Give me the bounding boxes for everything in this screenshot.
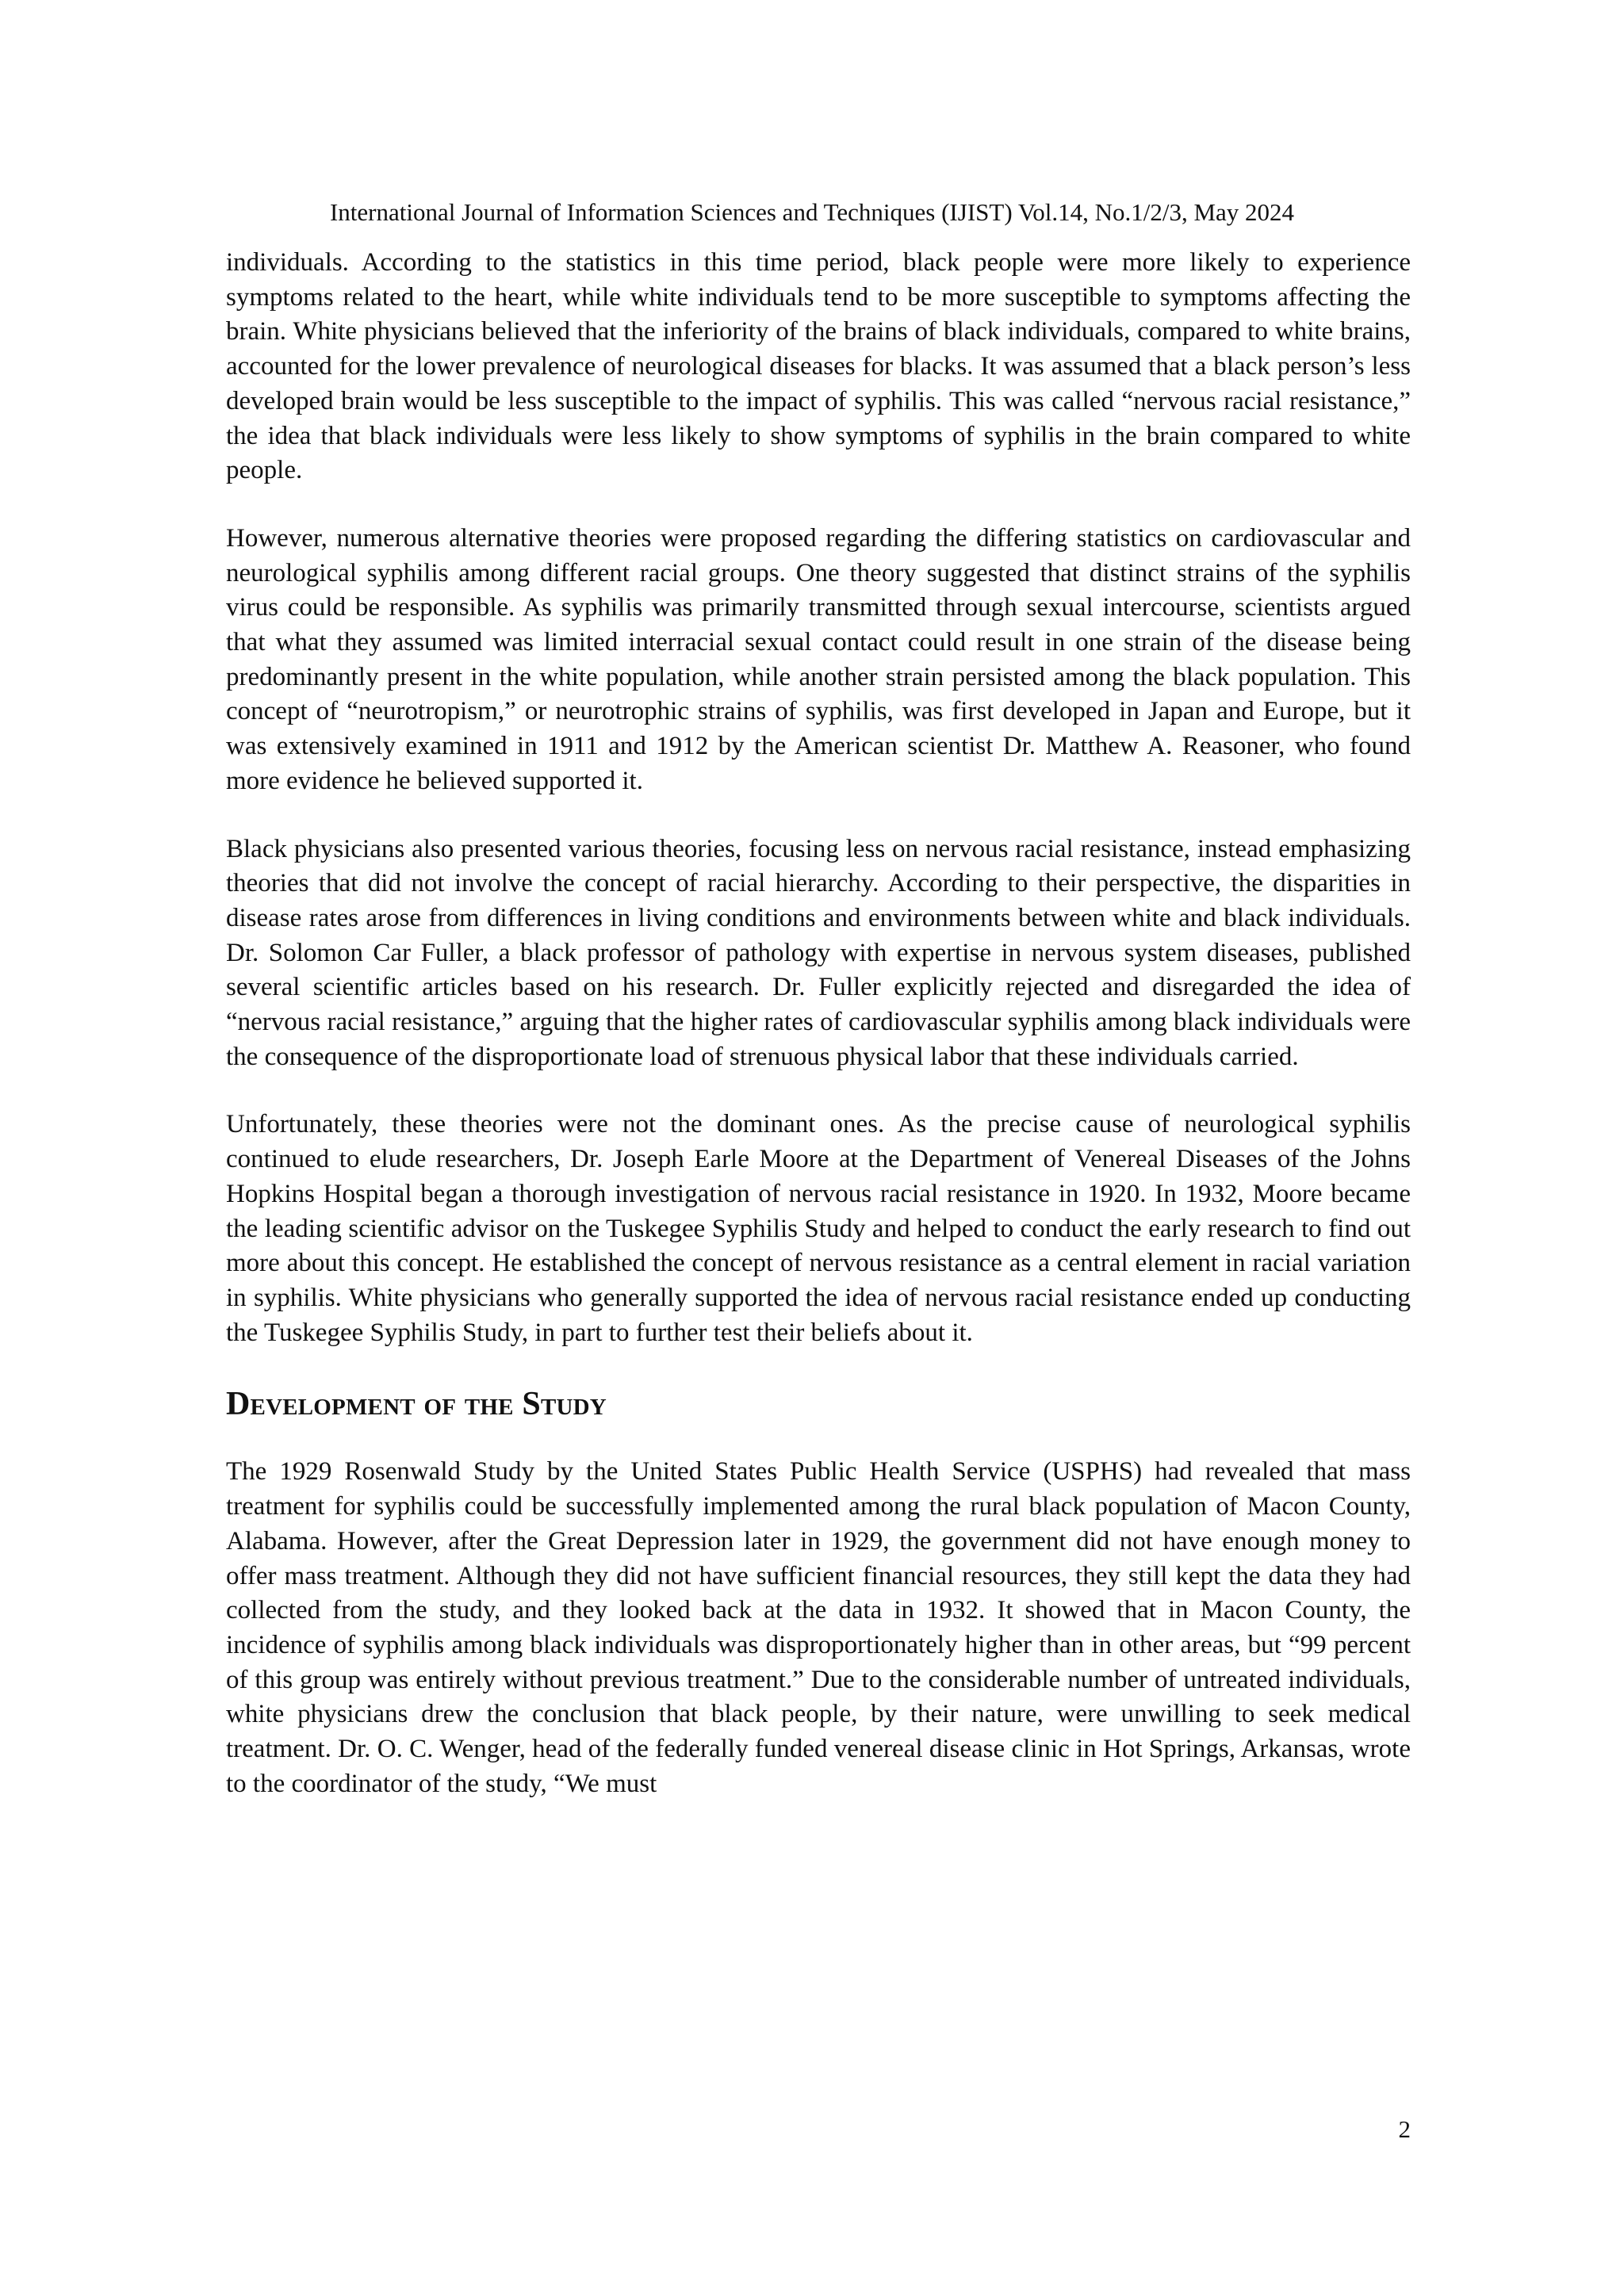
- paragraph-alternative-theories: However, numerous alternative theories were proposed regarding the differing statistics on cardiovascular and neurological syphilis among different racial groups. One theory suggested that distinct strains of the syphilis virus could be responsible. As syphilis was primarily transmitted through sexual intercourse, scientists argued that what they assumed was limited interracial sexual contact could result in one strain of the disease being predominantly present in the white population, while another strain persisted among the black population. This concept of “neurotropism,” or neurotrophic strains of syphilis, was first developed in Japan and Europe, but it was extensively examined in 1911 and 1912 by the American scientist Dr. Matthew A. Reasoner, who found more evidence he believed supported it.: [226, 523, 1411, 795]
- paragraph-moore-investigation: Unfortunately, these theories were not the dominant ones. As the precise cause of neurological syphilis continued to elude researchers, Dr. Joseph Earle Moore at the Department of Venereal Diseases of the Johns Hopkins Hospital began a thorough investigation of nervous racial resistance in 1920. In 1932, Moore became the leading scientific advisor on the Tuskegee Syphilis Study and helped to conduct the early research to find out more about this concept. He established the concept of nervous resistance as a central element in racial variation in syphilis. White physicians who generally supported the idea of nervous racial resistance ended up conducting the Tuskegee Syphilis Study, in part to further test their beliefs about it.: [226, 1110, 1411, 1347]
- running-header: International Journal of Information Sciences and Techniques (IJIST) Vol.14, No.1/2/3, May 2024: [329, 198, 1295, 226]
- paragraph-black-physicians: Black physicians also presented various theories, focusing less on nervous racial resistance, instead emphasizing theories that did not involve the concept of racial hierarchy. According to their perspective, the disparities in disease rates arose from differences in living conditions and environments between white and black individuals. Dr. Solomon Car Fuller, a black professor of pathology with expertise in nervous system diseases, published several scientific articles based on his research. Dr. Fuller explicitly rejected and disregarded the idea of “nervous racial resistance,” arguing that the higher rates of cardiovascular syphilis among black individuals were the consequence of the disproportionate load of strenuous physical labor that these individuals carried.: [226, 834, 1411, 1071]
- page-number: 2: [1398, 2115, 1411, 2143]
- paragraph-nervous-racial-resistance: individuals. According to the statistics in this time period, black people were more likely to experience symptoms related to the heart, while white individuals tend to be more susceptible to symptoms affecting the brain. White physicians believed that the inferiority of the brains of black individuals, compared to white brains, accounted for the lower prevalence of neurological diseases for blacks. It was assumed that a black person’s less developed brain would be less susceptible to the impact of syphilis. This was called “nervous racial resistance,” the idea that black individuals were less likely to show symptoms of syphilis in the brain compared to white people.: [226, 248, 1411, 485]
- section-heading: Development of the Study: [226, 1386, 607, 1423]
- page-content: [226, 246, 1411, 1835]
- paragraph-rosenwald-study: The 1929 Rosenwald Study by the United States Public Health Service (USPHS) had revealed that mass treatment for syphilis could be successfully implemented among the rural black population of Macon County, Alabama. However, after the Great Depression later in 1929, the government did not have enough money to offer mass treatment. Although they did not have sufficient financial resources, they still kept the data they had collected from the study, and they looked back at the data in 1932. It showed that in Macon County, the incidence of syphilis among black individuals was disproportionately higher than in other areas, but “99 percent of this group was entirely without previous treatment.” Due to the considerable number of untreated individuals, white physicians drew the conclusion that black people, by their nature, were unwilling to seek medical treatment. Dr. O. C. Wenger, head of the federally funded venereal disease clinic in Hot Springs, Arkansas, wrote to the coordinator of the study, “We must: [226, 1457, 1411, 1798]
